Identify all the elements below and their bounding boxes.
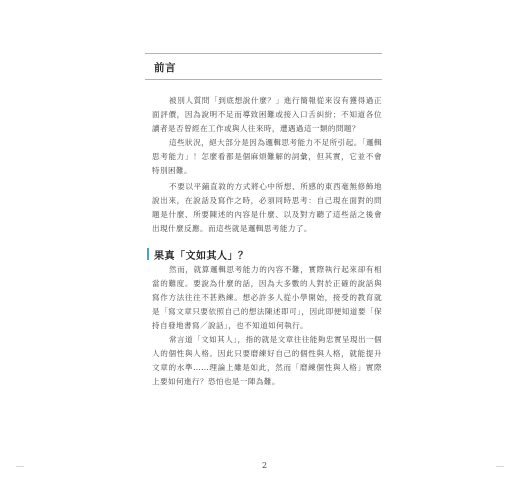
section-title: 果真「文如其人」？ [154, 251, 249, 262]
section-paragraph-1: 然而，就算邏輯思考能力的內容不難，實際執行起來卻有相當的難度。要說為什麼的話，因為大多數的人對於正確的說話與寫作方法往往不甚熟練。想必許多人從小學開始，接受的教育就是「寫文章只要依照自己的想法陳述即可」，因此即便知道要「保持自發地書寫／說話」，也不知道如何執行。 [152, 265, 382, 330]
preface-paragraph-1: 被別人質問「到底想說什麼？」進行簡報從來沒有獲得過正面評價，因為說明不足而導致困難或接入口舌糾紛；不知道各位讀者是否曾經在工作或與人往來時，遭遇過這一類的問題？ [152, 96, 382, 133]
preface-paragraph-3: 不要以平鋪直敘的方式將心中所想、所感的東西毫無修飾地說出來，在說話及寫作之時，必須同時思考：自己現在面對的問題是什麼、所要陳述的內容是什麼、以及對方聽了這些話之後會出現什麼反應。而這些就是邏輯思考能力了。 [152, 182, 382, 233]
page-number: 2 [262, 461, 268, 470]
crop-mark [16, 466, 24, 467]
preface-header [145, 53, 382, 80]
preface-paragraph-2: 這些狀況，絕大部分是因為邏輯思考能力不足所引起。「邏輯思考能力」！怎麼看都是個麻煩難解的詞彙，但其實，它並不會特別困難。 [152, 138, 382, 175]
preface-title: 前言 [154, 62, 176, 74]
crop-mark [496, 466, 504, 467]
section-marker [147, 248, 149, 260]
section-paragraph-2: 常言道「文如其人」，指的就是文章往往能夠忠實呈現出一個人的個性與人格。因此只要磨練好自己的個性與人格，就能提升文章的水準……理論上雖是如此，然而「磨練個性與人格」實際上要如何進行？恐怕也是一陣為難。 [152, 335, 382, 386]
